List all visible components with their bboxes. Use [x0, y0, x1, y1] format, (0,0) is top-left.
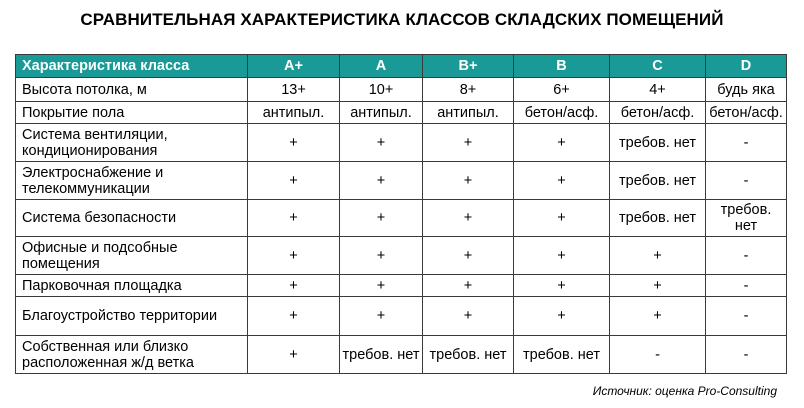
table-cell: + — [610, 297, 706, 336]
header-cell: Характеристика класса — [16, 55, 248, 78]
table-cell: + — [423, 275, 514, 297]
table-row — [16, 124, 787, 162]
table-cell: антипыл. — [248, 102, 340, 124]
table-cell: + — [248, 237, 340, 275]
table-cell: 10+ — [340, 78, 423, 102]
source-note: Источник: оценка Pro-Consulting — [592, 384, 777, 398]
table-cell: + — [423, 297, 514, 336]
table-cell: требов. нет — [423, 336, 514, 374]
table-cell: + — [340, 297, 423, 336]
table-cell: антипыл. — [340, 102, 423, 124]
table-cell: + — [340, 275, 423, 297]
table-cell: + — [248, 162, 340, 200]
table-cell: + — [248, 275, 340, 297]
row-label: Электроснабжение и телекоммуникации — [16, 162, 248, 200]
table-cell: + — [423, 200, 514, 237]
row-label: Благоустройство территории — [16, 297, 248, 336]
table-cell: требов. нет — [706, 200, 787, 237]
table-cell: + — [340, 200, 423, 237]
table-row — [16, 336, 787, 374]
comparison-table — [15, 54, 787, 374]
header-cell: C — [610, 55, 706, 78]
table-cell: 4+ — [610, 78, 706, 102]
table-cell: + — [423, 124, 514, 162]
table-row — [16, 78, 787, 102]
row-label: Высота потолка, м — [16, 78, 248, 102]
row-label: Офисные и подсобные помещения — [16, 237, 248, 275]
page-title: СРАВНИТЕЛЬНАЯ ХАРАКТЕРИСТИКА КЛАССОВ СКЛАДСКИХ ПОМЕЩЕНИЙ — [80, 10, 724, 29]
table-cell: бетон/асф. — [706, 102, 787, 124]
table-cell: + — [610, 275, 706, 297]
table-cell: + — [514, 200, 610, 237]
header-cell: B+ — [423, 55, 514, 78]
table-cell: требов. нет — [514, 336, 610, 374]
row-label: Парковочная площадка — [16, 275, 248, 297]
table-row — [16, 275, 787, 297]
table-cell: 8+ — [423, 78, 514, 102]
row-label: Покрытие пола — [16, 102, 248, 124]
table-cell: 13+ — [248, 78, 340, 102]
table-cell: - — [610, 336, 706, 374]
table-cell: антипыл. — [423, 102, 514, 124]
table-cell: будь яка — [706, 78, 787, 102]
table-cell: бетон/асф. — [514, 102, 610, 124]
table-cell: + — [610, 237, 706, 275]
table-row — [16, 162, 787, 200]
table-cell: + — [248, 124, 340, 162]
table-cell: + — [248, 200, 340, 237]
table-cell: + — [423, 162, 514, 200]
table-cell: - — [706, 336, 787, 374]
table-cell: + — [423, 237, 514, 275]
table-row — [16, 297, 787, 336]
table-cell: + — [514, 297, 610, 336]
header-cell: D — [706, 55, 787, 78]
table-cell: требов. нет — [610, 162, 706, 200]
row-label: Система вентиляции, кондиционирования — [16, 124, 248, 162]
table-cell: - — [706, 124, 787, 162]
header-cell: A+ — [248, 55, 340, 78]
table-cell: + — [340, 124, 423, 162]
table-cell: + — [514, 162, 610, 200]
row-label: Система безопасности — [16, 200, 248, 237]
table-cell: требов. нет — [610, 124, 706, 162]
table-cell: - — [706, 297, 787, 336]
table-row — [16, 237, 787, 275]
table-row — [16, 102, 787, 124]
table-row — [16, 200, 787, 237]
table-cell: требов. нет — [610, 200, 706, 237]
table-cell: + — [340, 237, 423, 275]
table-cell: бетон/асф. — [610, 102, 706, 124]
table-header-row — [16, 55, 787, 78]
table-cell: + — [248, 297, 340, 336]
table-cell: + — [248, 336, 340, 374]
header-cell: B — [514, 55, 610, 78]
table-cell: + — [340, 162, 423, 200]
table-cell: + — [514, 237, 610, 275]
table-cell: - — [706, 162, 787, 200]
table-cell: 6+ — [514, 78, 610, 102]
table-cell: - — [706, 275, 787, 297]
table-cell: требов. нет — [340, 336, 423, 374]
row-label: Собственная или близко расположенная ж/д ветка — [16, 336, 248, 374]
table-cell: + — [514, 124, 610, 162]
header-cell: A — [340, 55, 423, 78]
table-cell: + — [514, 275, 610, 297]
table-cell: - — [706, 237, 787, 275]
